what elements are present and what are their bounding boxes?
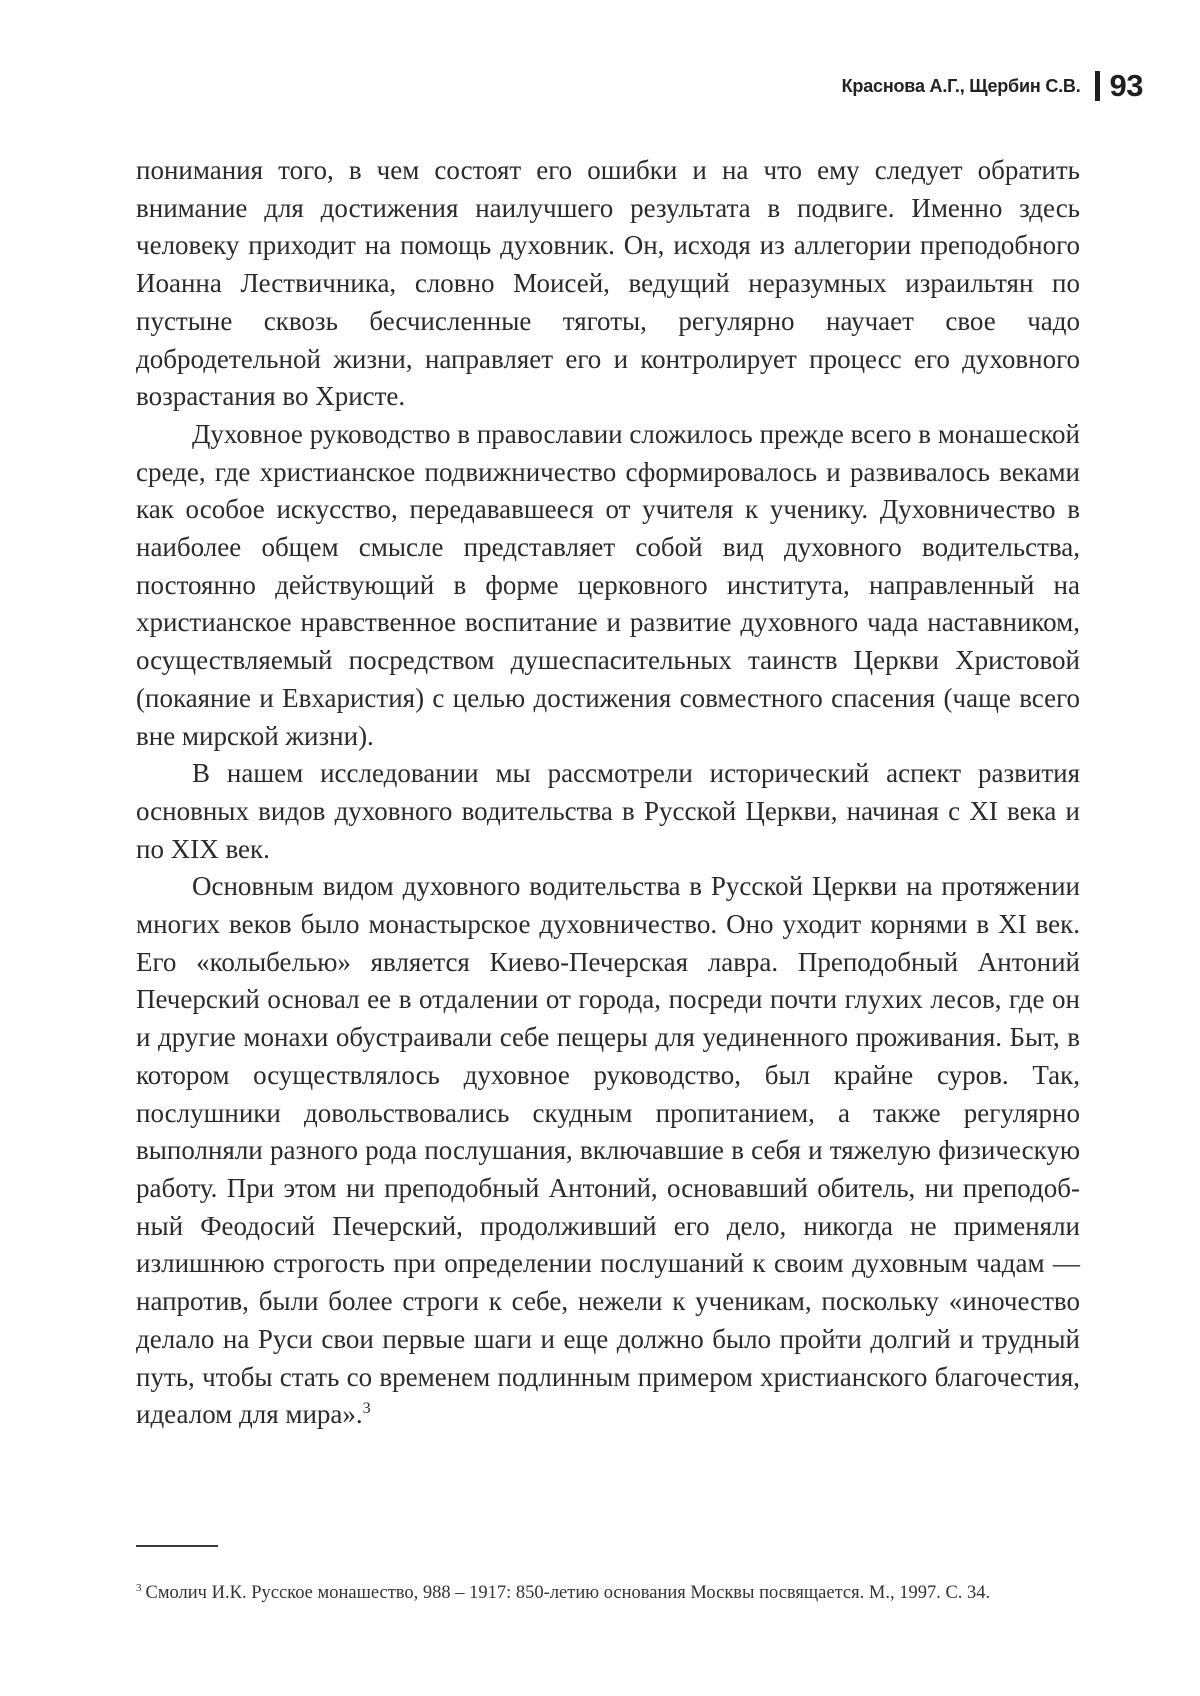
running-header	[842, 66, 1143, 106]
paragraph-4-text: Основным видом духовного водительства в Русской Церкви на протяжении многих веков было монастырское духовничество. Оно уходит корнями в XI век. Его «колыбелью» является Киево-Печерская лавра. Преподобный Антоний Печерский основал ее в отдалении от города, посреди почти глухих лесов, где он и другие монахи обустраивали себе пещеры для уединенного проживания. Быт, в котором осуществлялось духовное руководство, был крайне суров. Так, послушники довольствовались скудным пропитанием, а также регулярно выполняли разного рода послушания, включавшие в себя и тяжелую физическую работу. При этом ни преподобный Антоний, основавший обитель, ни преподобный Феодосий Печерский, продолживший его дело, никогда не применяли излишнюю строгость при определении послушаний к своим духовным чадам — напротив, были более строги к себе, нежели к ученикам, поскольку «иночество делало на Руси свои первые шаги и еще должно было пройти долгий и трудный путь, чтобы стать со временем подлинным примером христианского благочестия, идеалом для мира».	[136, 871, 1080, 1430]
paragraph-4	[136, 868, 1080, 1434]
footnote-separator	[136, 1545, 218, 1547]
footnote	[136, 1581, 1096, 1605]
main-text	[136, 152, 1080, 1434]
header-authors: Краснова А.Г., Щербин С.В.	[841, 75, 1081, 96]
footnote-number: 3	[136, 1581, 142, 1594]
paragraph-1: понимания того, в чем состоят его ошибки и на что ему следует обратить внимание для достижения наилучшего результата в подвиге. Именно здесь человеку приходит на помощь духовник. Он, исходя из аллегории преподобного Иоанна Лествичника, словно Моисей, ведущий неразумных израильтян по пустыне сквозь бесчисленные тяготы, регулярно научает свое чадо добродетельной жизни, направляет его и контролирует процесс его духовного возрастания во Христе.	[136, 155, 1080, 412]
paragraph-2: Духовное руководство в православии сложилось прежде всего в монашеской среде, где христианское подвижничество сформировалось и развивалось веками как особое искусство, передававшееся от учителя к ученику. Духовничество в наиболее общем смысле представляет собой вид духовного водительства, постоянно действующий в форме церковного института, направленный на христианское нравственное воспитание и развитие духовного чада наставником, осуществляемый посредством душеспасительных таинств Церкви Христовой (покаяние и Евхаристия) с целью достижения совместного спасения (чаще всего вне мирской жизни).	[136, 418, 1080, 751]
footnote-text: Смолич И.К. Русское монашество, 988 – 1917: 850-летию основания Москвы посвящается. М., 1997. С. 34.	[145, 1583, 991, 1603]
paragraph-3: В нашем исследовании мы рассмотрели исторический аспект развития основных видов духовного водительства в Русской Церкви, начиная с XI века и по XIX век.	[136, 758, 1080, 864]
header-divider	[1095, 71, 1100, 101]
page-number: 93	[1109, 68, 1143, 103]
footnote-reference: 3	[362, 1400, 371, 1418]
